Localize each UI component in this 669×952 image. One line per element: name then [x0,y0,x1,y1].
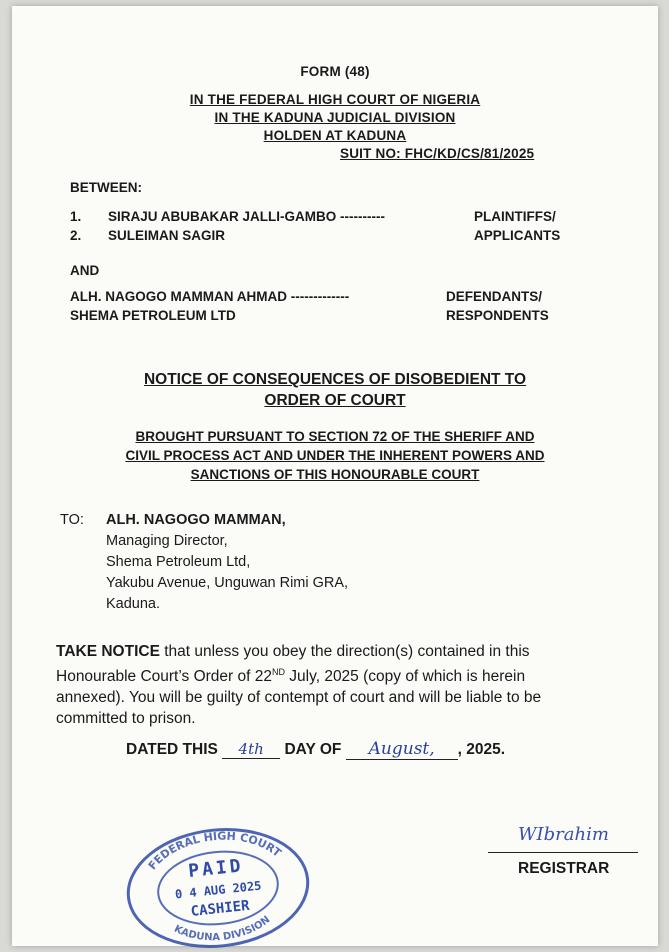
to-label: TO: [60,512,84,528]
pursuant-line1: BROUGHT PURSUANT TO SECTION 72 OF THE SHERIFF AND [135,429,535,444]
plaintiff-2-name: SULEIMAN SAGIR [108,228,226,243]
suit-number: SUIT NO: FHC/KD/CS/81/2025 [340,146,535,161]
notice-title-line1: NOTICE OF CONSEQUENCES OF DISOBEDIENT TO [143,371,527,388]
document-page [12,6,658,946]
stamp-cashier: CASHIER [190,897,251,920]
form-number: FORM (48) [300,64,370,79]
court-name: IN THE FEDERAL HIGH COURT OF NIGERIA [189,92,481,107]
stamp-top-arc: FEDERAL HIGH COURT [145,829,284,873]
defendant-1-name: ALH. NAGOGO MAMMAN AHMAD ------------- [70,289,350,304]
dated-day-handwritten: 4th [222,740,280,759]
and-label: AND [70,263,100,278]
plaintiff-2-number: 2. [70,228,82,243]
pursuant-line3: SANCTIONS OF THIS HONOURABLE COURT [190,467,480,482]
registrar-signature: WIbrahim [518,824,609,845]
dated-month-handwritten: August, [346,739,458,760]
defendant-2-name: SHEMA PETROLEUM LTD [70,308,236,323]
dated-line: DATED THIS 4th DAY OF August, , 2025. [126,739,506,759]
take-notice-paragraph: TAKE NOTICE that unless you obey the direction(s) contained in this Honourable Court’s Order of 22ND July, 2025 (copy of which is herein annexed). You will be guilty of contempt of court and will be liable to be committed to prison. [56,643,542,728]
paid-stamp [118,824,318,952]
signature-line [488,852,638,853]
addressee-company: Shema Petroleum Ltd, [106,554,251,570]
plaintiff-1-name: SIRAJU ABUBAKAR JALLI-GAMBO ---------- [108,209,385,224]
plaintiff-role: PLAINTIFFS/ [474,209,556,224]
registrar-label: REGISTRAR [518,860,610,877]
defendant-role-2: RESPONDENTS [446,308,549,323]
addressee-city: Kaduna. [106,596,161,612]
stamp-paid: PAID [187,855,245,882]
court-holden: HOLDEN AT KADUNA [263,128,407,143]
addressee-name: ALH. NAGOGO MAMMAN, [106,512,286,528]
defendant-role: DEFENDANTS/ [446,289,543,304]
svg-text:KADUNA DIVISION [171,914,274,948]
notice-title-line2: ORDER OF COURT [264,392,406,409]
between-label: BETWEEN: [70,180,142,195]
stamp-date: 0 4 AUG 2025 [174,878,263,902]
addressee-title: Managing Director, [106,533,228,549]
court-division: IN THE KADUNA JUDICIAL DIVISION [214,110,456,125]
plaintiff-role-2: APPLICANTS [474,228,561,243]
addressee-street: Yakubu Avenue, Unguwan Rimi GRA, [106,575,349,591]
stamp-bottom-arc: KADUNA DIVISION [172,914,273,944]
pursuant-line2: CIVIL PROCESS ACT AND UNDER THE INHERENT POWERS AND [125,448,545,463]
plaintiff-1-number: 1. [70,209,82,224]
